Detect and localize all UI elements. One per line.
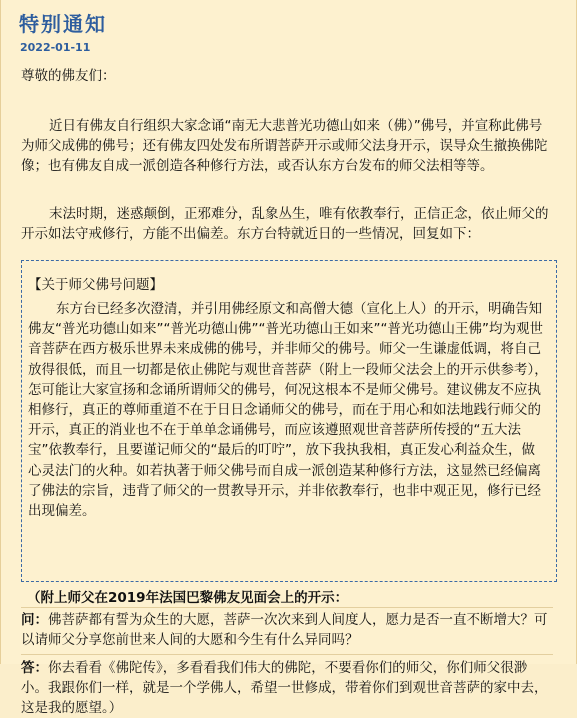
paragraph-1: 近日有佛友自行组织大家念诵“南无大悲普光功德山如来（佛）”佛号，并宣称此佛号为师父成佛的佛号；还有佛友四处发布所谓菩萨开示或师父法身开示，误导众生撤换佛陀像；也有佛友自成一派创造各种修行方法，或否认东方台发布的师父法相等等。	[21, 118, 548, 174]
notice-title: 特别通知	[19, 12, 107, 36]
paragraph-3: 东方台已经多次澄清，并引用佛经原文和高僧大德（宣化上人）的开示，明确告知佛友“普光功德山如来”“普光功德山佛”“普光功德山王如来”“普光功德山王佛”均为观世音菩萨在西方极乐世界未来成佛的佛号，并非师父的佛号。师父一生谦虚低调，将自己放得很低，而且一切都是依止佛陀与观世音菩萨（附上一段师父法会上的开示供参考），怎可能让大家宣扬和念诵所谓师父的佛号，何况这根本不是师父佛号。建议佛友不应执相修行，真正的尊师重道不在于日日念诵师父的佛号，而在于用心和如法地践行师父的开示，真正的消业也不在于单单念诵佛号，而应该遵照观世音菩萨所传授的“五大法宝”依教奉行，且要谨记师父的“最后的叮咛”，放下我执我相，真正发心利益众生，做心灵法门的火种。如若执著于师父佛号而自成一派创造某种修行方法，这显然已经偏离了佛法的宗旨，违背了师父的一贯教导开示，并非依教奉行，也非中观正见，修行已经出现偏差。	[28, 301, 548, 520]
appendix-heading: （附上师父在2019年法国巴黎佛友见面会上的开示：	[27, 590, 349, 606]
answer-label: 答：	[21, 660, 48, 676]
divider	[21, 654, 553, 655]
greeting: 尊敬的佛友们：	[21, 68, 116, 84]
question-label: 问：	[21, 612, 48, 628]
notice-date: 2022-01-11	[20, 41, 91, 54]
divider	[21, 607, 553, 608]
buddha-name-section	[21, 260, 557, 582]
section-heading: 【关于师父佛号问题】	[28, 277, 163, 293]
answer-text: 你去看看《佛陀传》，多看看我们伟大的佛陀，不要看你们的师父，你们师父很渺小。我跟你们一样，就是一个学佛人，希望一世修成，带着你们到观世音菩萨的家中去，这是我的愿望。）	[21, 660, 548, 716]
question-text: 佛菩萨都有誓为众生的大愿，菩萨一次次来到人间度人，愿力是否一直不断增大？可以请师父分享您前世来人间的大愿和今生有什么异同吗？	[21, 612, 548, 648]
answer-block	[21, 658, 553, 718]
question-block	[21, 610, 553, 650]
paragraph-2: 末法时期，迷惑颠倒，正邪难分，乱象丛生，唯有依教奉行，正信正念，依止师父的开示如法守戒修行，方能不出偏差。东方台特就近日的一些情况，回复如下：	[21, 206, 549, 242]
